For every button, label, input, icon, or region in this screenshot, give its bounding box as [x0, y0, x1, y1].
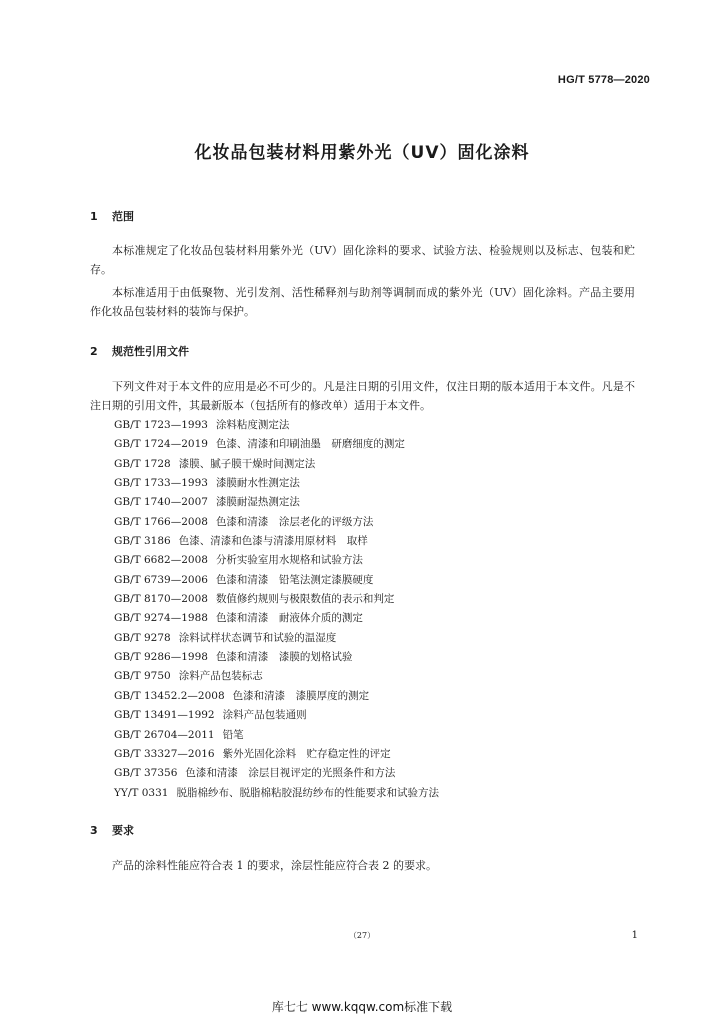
section-1-title: 范围	[112, 210, 134, 223]
reference-item: GB/T 3186 色漆、清漆和色漆与清漆用原材料 取样	[114, 535, 368, 548]
section-2-number: 2	[90, 345, 98, 358]
page-number: 1	[631, 930, 638, 941]
section-3-number: 3	[90, 824, 98, 837]
reference-item: GB/T 9750 涂料产品包装标志	[114, 670, 263, 683]
section-3-paragraph-1: 产品的涂料性能应符合表 1 的要求，涂层性能应符合表 2 的要求。	[112, 859, 437, 872]
download-watermark: 库七七 www.kqqw.com标准下载	[271, 1000, 453, 1014]
section-3-heading	[90, 822, 134, 838]
reference-item: GB/T 8170—2008 数值修约规则与极限数值的表示和判定	[114, 593, 395, 606]
section-1-heading	[90, 208, 134, 224]
reference-item: GB/T 1740—2007 漆膜耐湿热测定法	[114, 496, 300, 509]
reference-item: GB/T 37356 色漆和清漆 涂层目视评定的光照条件和方法	[114, 767, 396, 780]
footer-center-label: （27）	[348, 931, 376, 940]
reference-item: GB/T 6739—2006 色漆和清漆 铅笔法测定漆膜硬度	[114, 573, 374, 586]
document-title: 化妆品包装材料用紫外光（UV）固化涂料	[194, 143, 530, 163]
reference-item: GB/T 1728 漆膜、腻子膜干燥时间测定法	[114, 457, 316, 470]
reference-item: GB/T 1766—2008 色漆和清漆 涂层老化的评级方法	[114, 515, 374, 528]
reference-item: YY/T 0331 脱脂棉纱布、脱脂棉粘胶混纺纱布的性能要求和试验方法	[114, 786, 439, 799]
reference-item: GB/T 1723—1993 涂料粘度测定法	[114, 419, 290, 431]
section-1-paragraph-2: 本标准适用于由低聚物、光引发剂、活性稀释剂与助剂等调制而成的紫外光（UV）固化涂料。产品主要用作化妆品包装材料的装饰与保护。	[90, 286, 635, 318]
reference-item: GB/T 6682—2008 分析实验室用水规格和试验方法	[114, 554, 363, 567]
reference-item: GB/T 9274—1988 色漆和清漆 耐液体介质的测定	[114, 612, 363, 625]
section-1-paragraph-1: 本标准规定了化妆品包装材料用紫外光（UV）固化涂料的要求、试验方法、检验规则以及标志、包装和贮存。	[90, 244, 635, 276]
reference-item: GB/T 9286—1998 色漆和清漆 漆膜的划格试验	[114, 651, 353, 664]
reference-item: GB/T 13491—1992 涂料产品包装通则	[114, 709, 307, 722]
reference-item: GB/T 13452.2—2008 色漆和清漆 漆膜厚度的测定	[114, 689, 370, 702]
section-2-paragraph-1: 下列文件对于本文件的应用是必不可少的。凡是注日期的引用文件，仅注日期的版本适用于本文件。凡是不注日期的引用文件，其最新版本（包括所有的修改单）适用于本文件。	[90, 380, 635, 412]
reference-item: GB/T 9278 涂料试样状态调节和试验的温湿度	[114, 631, 337, 644]
standard-code: HG/T 5778—2020	[557, 74, 650, 86]
section-1-number: 1	[90, 210, 98, 223]
normative-reference-list	[114, 416, 439, 803]
reference-item: GB/T 1733—1993 漆膜耐水性测定法	[114, 477, 300, 490]
reference-item: GB/T 33327—2016 紫外光固化涂料 贮存稳定性的评定	[114, 747, 391, 760]
reference-item: GB/T 26704—2011 铅笔	[114, 728, 244, 741]
reference-item: GB/T 1724—2019 色漆、清漆和印刷油墨 研磨细度的测定	[114, 438, 405, 451]
section-2-title: 规范性引用文件	[112, 345, 189, 358]
section-2-heading	[90, 343, 189, 359]
section-3-title: 要求	[112, 824, 134, 837]
